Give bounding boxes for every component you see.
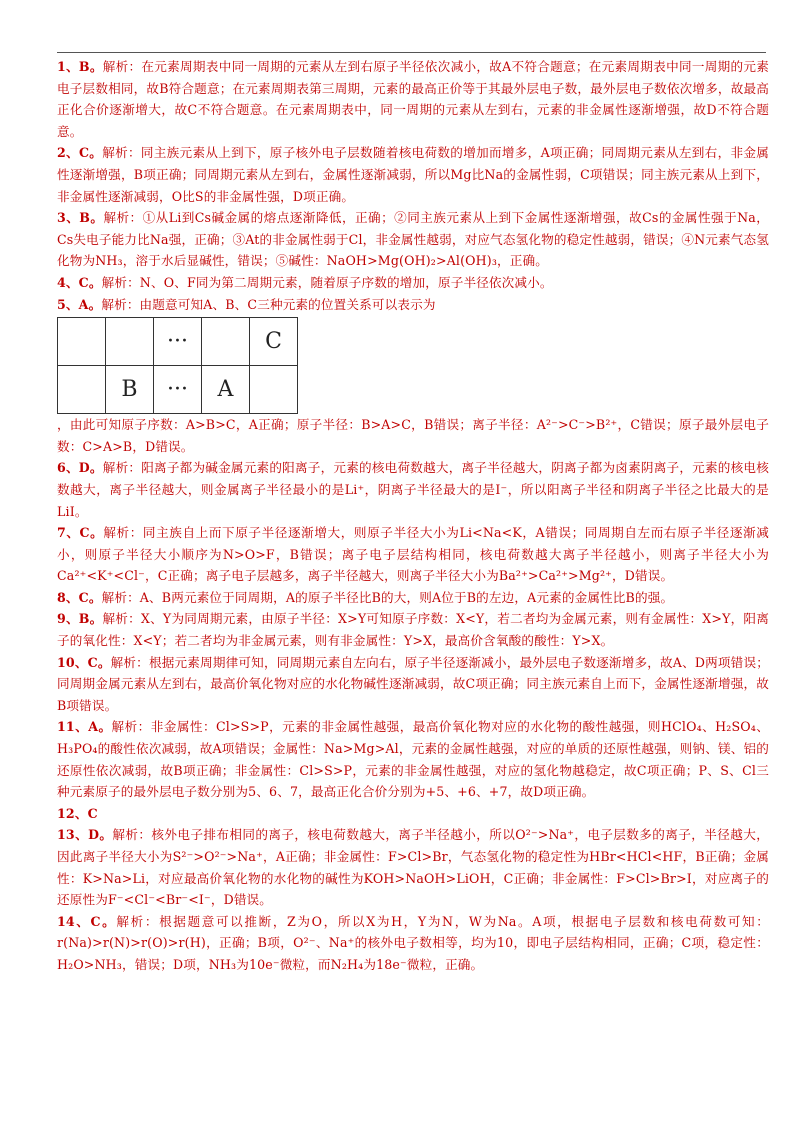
answer-3 xyxy=(57,207,769,272)
answer-label: 1、B。 xyxy=(57,59,103,74)
answer-text: 解析：核外电子排布相同的离子，核电荷数越大，离子半径越小，所以O²⁻>Na⁺，电子层数多的离子，半径越大，因此离子半径大小为S²⁻>O²⁻>Na⁺，A正确；非金属性：F>Cl>Br，气态氢化物的稳定性为HBr<HCl<HF，B正确；金属性：K>Na>Li，对应最高价氧化物的水化物的碱性为KOH>NaOH>LiOH，C正确；非金属性：F>Cl>Br>I，对应离子的还原性为F⁻<Cl⁻<Br⁻<I⁻，D错误。 xyxy=(57,827,770,908)
answer-8 xyxy=(57,587,769,609)
answer-label: 8、C。 xyxy=(57,589,102,605)
grid-cell-c: C xyxy=(250,318,298,366)
answer-text: 解析：X、Y为同周期元素，由原子半径：X>Y可知原子序数：X<Y，若二者均为金属元素，则有金属性：X>Y，阳离子的氧化性：X<Y；若二者均为非金属元素，则有非金属性：Y>X，最高价含氧酸的酸性：Y>X。 xyxy=(57,611,769,649)
periodic-position-grid xyxy=(57,317,298,414)
answer-text: 解析：非金属性：Cl>S>P，元素的非金属性越强，最高价氧化物对应的水化物的酸性越强，则HClO₄、H₂SO₄、H₃PO₄的酸性依次减弱，故A项错误；金属性：Na>Mg>Al，元素的金属性越强，对应的单质的还原性越强，则钠、镁、铝的还原性依次减弱，故B项正确；非金属性：Cl>S>P，元素的非金属性越强，对应的氢化物越稳定，故C项正确；P、S、Cl三种元素原子的最外层电子数分别为5、6、7，最高正化合价分别为+5、+6、+7，故D项正确。 xyxy=(57,719,769,800)
answer-11 xyxy=(57,716,769,802)
answer-text: 解析：同主族自上而下原子半径逐渐增大，则原子半径大小为Li<Na<K，A错误；同周期自左而右原子半径逐渐减小，则原子半径大小顺序为N>O>F，B错误；离子电子层结构相同，核电荷数越大离子半径越小，则离子半径大小为Ca²⁺<K⁺<Cl⁻，C正确；离子电子层越多，离子半径越大，则离子半径大小为Ba²⁺>Ca²⁺>Mg²⁺，D错误。 xyxy=(57,525,769,584)
grid-cell-b: B xyxy=(106,366,154,414)
answer-13 xyxy=(57,824,769,910)
grid-cell xyxy=(58,318,106,366)
grid-row-bottom xyxy=(58,366,298,414)
grid-row-top xyxy=(58,318,298,366)
answer-label: 10、C。 xyxy=(57,654,111,670)
answer-label: 2、C。 xyxy=(57,145,103,161)
grid-cell-ellipsis: ··· xyxy=(154,318,202,366)
grid-cell xyxy=(58,366,106,414)
answer-text: 解析：在元素周期表中同一周期的元素从左到右原子半径依次减小，故A不符合题意；在元素周期表中同一周期的元素电子层数相同，故B符合题意；在元素周期表第三周期，元素的最高正价等于其最外层电子数，最外层电子数依次增多，故最高正化合价逐渐增大，故C不符合题意。在元素周期表中，同一周期的元素从左到右，元素的非金属性逐渐增强，故D不符合题意。 xyxy=(57,59,769,139)
grid-cell-ellipsis: ··· xyxy=(154,366,202,414)
answer-7 xyxy=(57,522,769,587)
header-rule xyxy=(57,52,766,53)
answer-label: 7、C。 xyxy=(57,525,104,541)
answer-text: 解析：N、O、F同为第二周期元素，随着原子序数的增加，原子半径依次减小。 xyxy=(101,274,553,290)
answer-label: 3、B。 xyxy=(57,210,104,226)
position-grid-row xyxy=(57,317,769,414)
answer-text: 解析：根据元素周期律可知，同周期元素自左向右，原子半径逐渐减小，最外层电子数逐渐增多，故A、D两项错误；同周期金属元素从左到右，最高价氧化物对应的水化物碱性逐渐减弱，故C项正确；同主族元素自上而下，金属性逐渐增强，故B项错误。 xyxy=(57,654,769,713)
answer-label: 9、B。 xyxy=(57,611,103,627)
answer-12 xyxy=(57,803,769,825)
answer-5 xyxy=(57,294,769,316)
answer-2 xyxy=(57,142,769,207)
answer-10 xyxy=(57,652,769,717)
answer-text: 解析：A、B两元素位于同周期，A的原子半径比B的大，则A位于B的左边，A元素的金属性比B的强。 xyxy=(101,589,674,605)
answer-text: 解析：①从Li到Cs碱金属的熔点逐渐降低，正确；②同主族元素从上到下金属性逐渐增强，故Cs的金属性强于Na，Cs失电子能力比Na强，正确；③At的非金属性弱于Cl，非金属性越弱，对应气态氢化物的稳定性越弱，错误；④N元素气态氢化物为NH₃，溶于水后显碱性，错误；⑤碱性：NaOH>Mg(OH)₂>Al(OH)₃，正确。 xyxy=(57,210,770,269)
answer-label: 4、C。 xyxy=(57,274,102,290)
answer-1 xyxy=(57,56,769,142)
answer-6 xyxy=(57,457,769,522)
answer-label: 5、A。 xyxy=(57,296,102,312)
answer-9 xyxy=(57,608,769,651)
answer-label: 6、D。 xyxy=(57,460,103,476)
grid-cell xyxy=(250,366,298,414)
answer-text: 解析：由题意可知A、B、C三种元素的位置关系可以表示为 xyxy=(101,296,436,312)
answer-label: 12、C xyxy=(57,805,98,821)
grid-cell xyxy=(202,318,250,366)
answer-label: 13、D。 xyxy=(57,827,113,843)
answer-text: 解析：根据题意可以推断，Z为O，所以X为H，Y为N，W为Na。A项，根据电子层数和核电荷数可知：r(Na)>r(N)>r(O)>r(H)，正确；B项，O²⁻、Na⁺的核外电子数相等，均为10，即电子层结构相同，正确；C项，稳定性：H₂O>NH₃，错误；D项，NH₃为10e⁻微粒，而N₂H₄为18e⁻微粒，正确。 xyxy=(57,913,769,972)
answer-text: 解析：阳离子都为碱金属元素的阳离子，元素的核电荷数越大，离子半径越大，阴离子都为卤素阴离子，元素的核电核数越大，离子半径越大，则金属离子半径最小的是Li⁺，阴离子半径最大的是I⁻，所以阳离子半径和阴离子半径之比最大的是LiI。 xyxy=(57,460,769,519)
answer-text: 解析：同主族元素从上到下，原子核外电子层数随着核电荷数的增加而增多，A项正确；同周期元素从左到右，非金属性逐渐增强，B项正确；同周期元素从左到右，金属性逐渐减弱，所以Mg比Na的金属性弱，C项错误；同主族元素从上到下，非金属性逐渐减弱，O比S的非金属性强，D项正确。 xyxy=(57,145,769,204)
answer-4 xyxy=(57,272,769,294)
grid-cell xyxy=(106,318,154,366)
answer-14 xyxy=(57,911,769,976)
answer-5-continuation: ，由此可知原子序数：A>B>C，A正确；原子半径：B>A>C，B错误；离子半径：A²⁻>C⁻>B²⁺，C错误；原子最外层电子数：C>A>B，D错误。 xyxy=(57,417,769,454)
grid-cell-a: A xyxy=(202,366,250,414)
answer-list xyxy=(57,56,769,976)
answer-label: 14、C。 xyxy=(57,913,117,929)
answer-label: 11、A。 xyxy=(57,719,112,735)
